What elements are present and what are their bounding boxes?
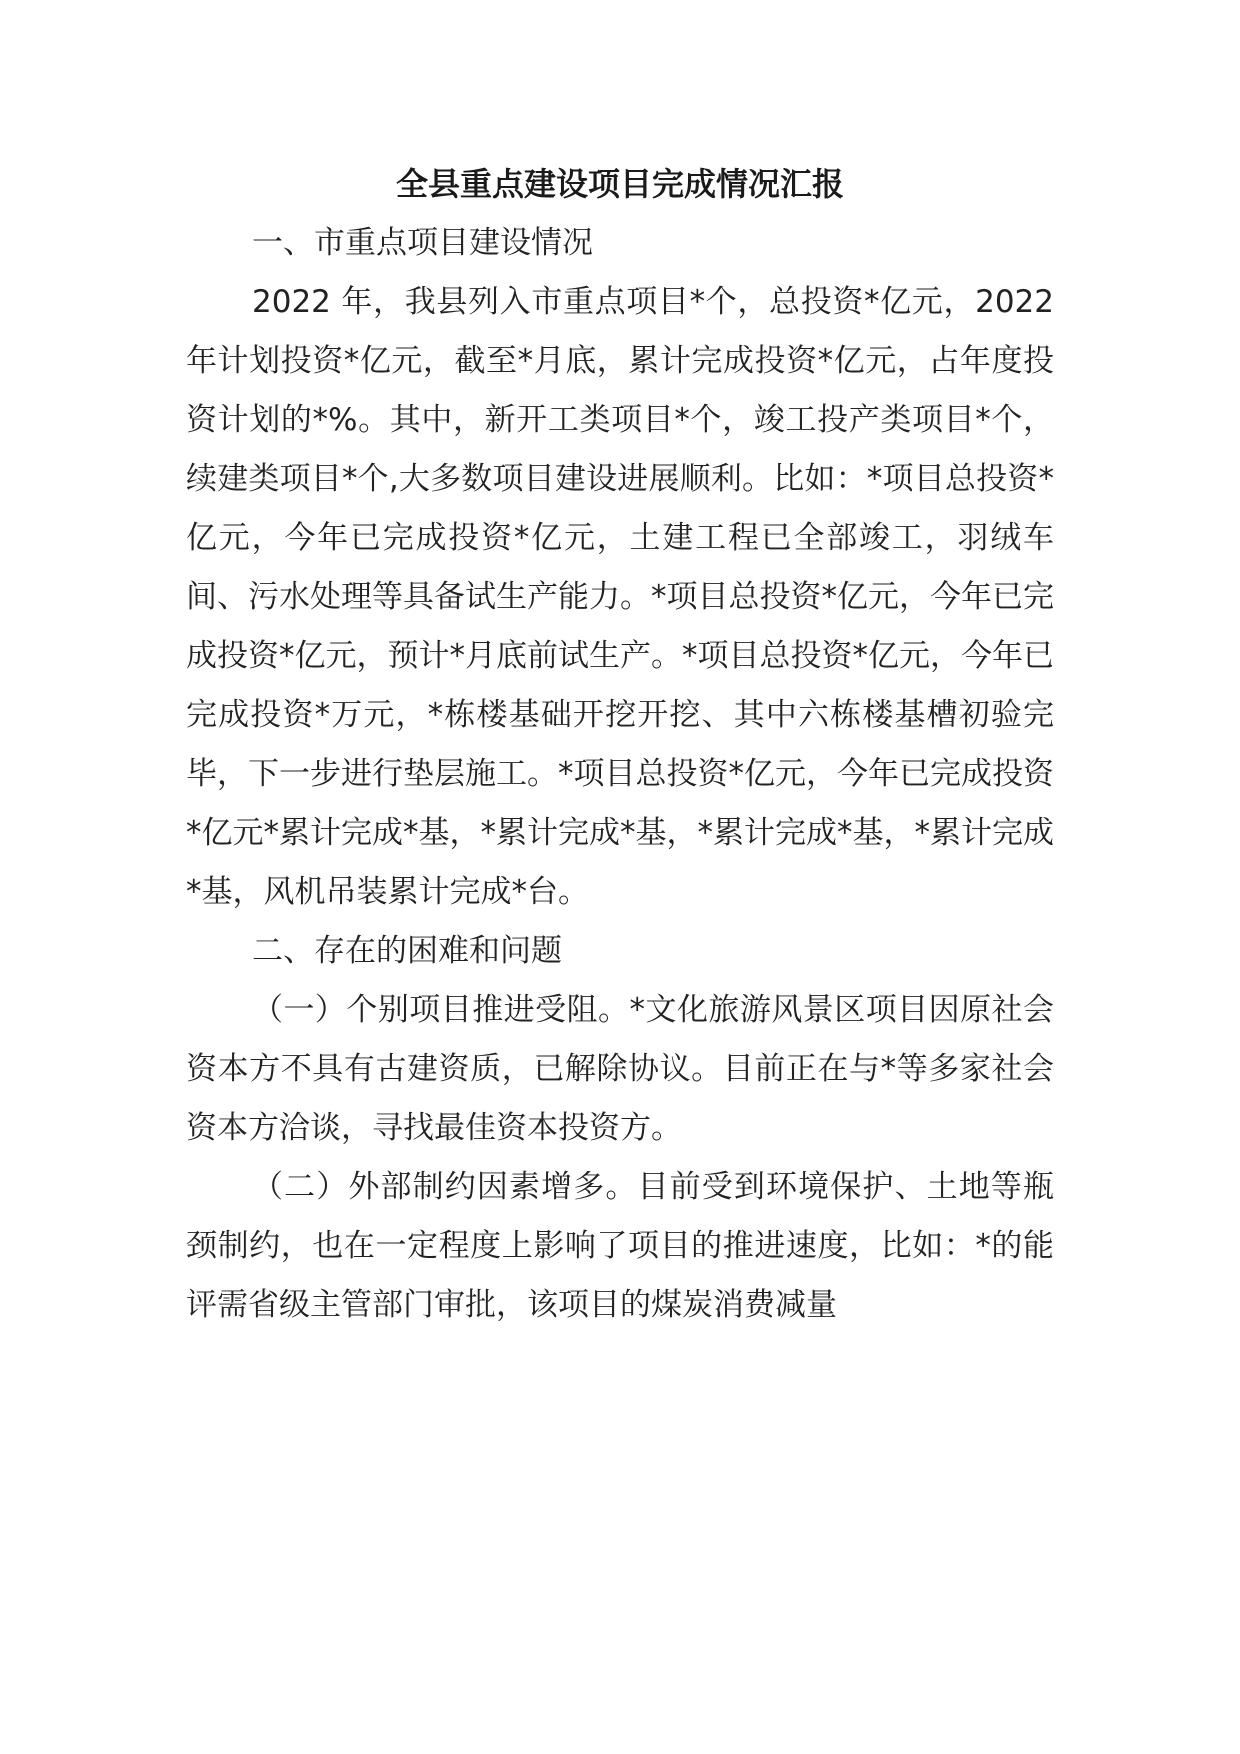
section-heading-1: 一、市重点项目建设情况 — [252, 225, 593, 261]
section-2-paragraph-1: （一）个别项目推进受阻。*文化旅游风景区项目因原社会资本方不具有古建资质，已解除协议。目前正在与*等多家社会资本方洽谈，寻找最佳资本投资方。 — [186, 992, 1054, 1146]
section-1-paragraph-1: 2022 年，我县列入市重点项目*个，总投资*亿元，2022 年计划投资*亿元，截至*月底，累计完成投资*亿元，占年度投资计划的*%。其中，新开工类项目*个，竣工投产类项目*个，续建类项目*个,大多数项目建设进展顺利。比如：*项目总投资*亿元，今年已完成投资*亿元，土建工程已全部竣工，羽绒车间、污水处理等具备试生产能力。*项目总投资*亿元，今年已完成投资*亿元，预计*月底前试生产。*项目总投资*亿元，今年已完成投资*万元，*栋楼基础开挖开挖、其中六栋楼基槽初验完毕，下一步进行垫层施工。*项目总投资*亿元，今年已完成投资*亿元*累计完成*基，*累计完成*基，*累计完成*基，*累计完成*基，风机吊装累计完成*台。 — [186, 284, 1054, 910]
document-page — [186, 158, 1054, 1335]
document-title: 全县重点建设项目完成情况汇报 — [395, 165, 844, 203]
section-heading-2: 二、存在的困难和问题 — [252, 933, 562, 969]
section-2-paragraph-2: （二）外部制约因素增多。目前受到环境保护、土地等瓶颈制约，也在一定程度上影响了项目的推进速度，比如：*的能评需省级主管部门审批，该项目的煤炭消费减量 — [186, 1169, 1054, 1323]
